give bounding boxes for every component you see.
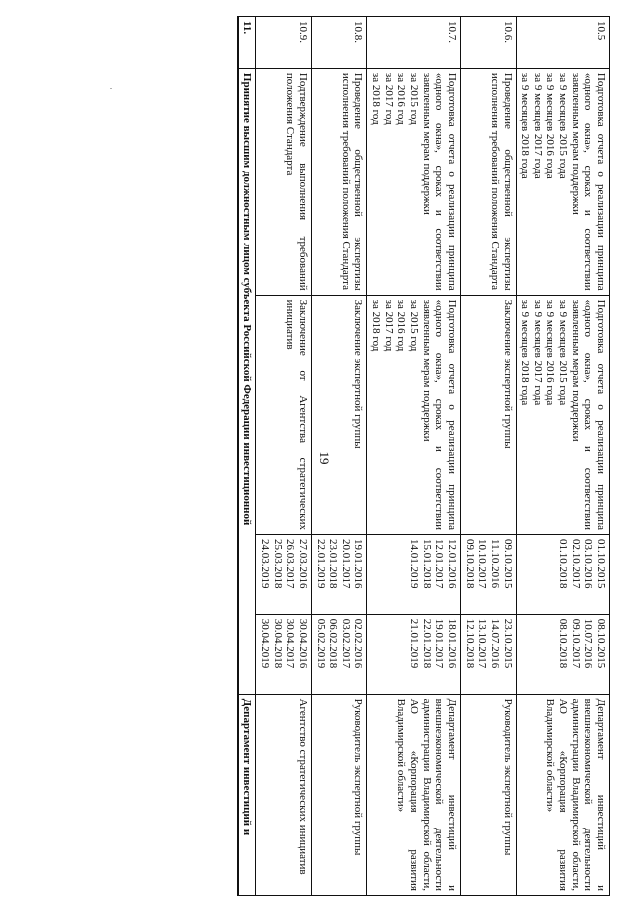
action-cell-line: за 9 месяцев 2017 года xyxy=(531,72,544,179)
end-dates-cell-line: 22.01.2018 xyxy=(420,618,433,669)
start-dates-cell-line: 24.03.2019 xyxy=(258,539,271,589)
responsible-cell: Департамент инвестиций и xyxy=(238,694,256,895)
table-row xyxy=(256,17,312,896)
end-dates-cell-line: 10.07.2016 xyxy=(582,618,595,669)
action-cell xyxy=(311,68,367,295)
end-dates-cell-line: 08.10.2018 xyxy=(557,618,570,669)
result-cell-line: Заключение экспертной группы xyxy=(501,299,514,449)
result-cell-line: за 9 месяцев 2015 года xyxy=(557,299,570,406)
row-number: 10.9. xyxy=(256,17,312,69)
action-cell-line: Подтверждение выполнения требований положения Стандарта xyxy=(284,72,309,291)
result-cell-line: за 2015 год xyxy=(408,299,421,352)
start-dates-cell xyxy=(460,535,516,615)
end-dates-cell xyxy=(516,614,609,694)
rotated-table-container xyxy=(60,16,610,896)
start-dates-cell xyxy=(256,535,312,615)
result-cell-line: Подготовка отчета о реализации принципа «одного окна», сроках и соответствии заявленным мерам поддержки xyxy=(569,299,607,530)
start-dates-cell-line: 23.01.2018 xyxy=(327,539,340,589)
start-dates-cell-line: 02.10.2017 xyxy=(569,539,582,589)
responsible-cell: Руководитель экспертной группы xyxy=(311,694,367,895)
action-cell-line: за 9 месяцев 2018 года xyxy=(519,72,532,179)
end-dates-cell xyxy=(256,614,312,694)
end-dates-cell-line: 30.04.2017 xyxy=(284,618,297,669)
end-dates-cell-line: 12.10.2018 xyxy=(463,618,476,669)
start-dates-cell-line: 09.10.2018 xyxy=(463,539,476,589)
action-cell xyxy=(460,68,516,295)
result-cell-line: за 2016 год xyxy=(395,299,408,352)
start-dates-cell-line: 19.01.2016 xyxy=(352,539,365,589)
start-dates-cell-line: 14.01.2019 xyxy=(408,539,421,589)
table-row xyxy=(367,17,460,896)
action-cell xyxy=(367,68,460,295)
start-dates-cell-line: 10.10.2017 xyxy=(476,539,489,589)
responsible-cell: Департамент инвестиций и внешнеэкономической деятельности администрации Владимирской области, АО «Корпорация развития Владимирской области» xyxy=(367,694,460,895)
end-dates-cell-line: 30.04.2019 xyxy=(258,618,271,669)
result-cell-line: за 2017 год xyxy=(382,299,395,352)
start-dates-cell-line: 12.01.2017 xyxy=(433,539,446,589)
end-dates-cell-line: 05.02.2019 xyxy=(314,618,327,669)
table-row xyxy=(311,17,367,896)
action-cell-line: за 9 месяцев 2015 года xyxy=(557,72,570,179)
start-dates-cell xyxy=(311,535,367,615)
table-body xyxy=(238,17,610,896)
start-dates-cell-line: 01.10.2018 xyxy=(557,539,570,589)
action-cell-line: Подготовка отчета о реализации принципа «одного окна», сроках и соответствии заявленным мерам поддержки xyxy=(420,72,458,291)
row-number: 10.6. xyxy=(460,17,516,69)
result-cell-line: за 9 месяцев 2017 года xyxy=(531,299,544,406)
result-cell-line: за 2018 год xyxy=(370,299,383,352)
action-cell-line: за 2017 год xyxy=(382,72,395,125)
end-dates-cell-line: 13.10.2017 xyxy=(476,618,489,669)
start-dates-cell-line: 11.10.2016 xyxy=(488,539,501,589)
action-cell xyxy=(516,68,609,295)
start-dates-cell xyxy=(516,535,609,615)
end-dates-cell-line: 09.10.2017 xyxy=(569,618,582,669)
end-dates-cell-line: 03.02.2017 xyxy=(339,618,352,669)
table-row xyxy=(460,17,516,896)
row-number: 10.7. xyxy=(367,17,460,69)
action-cell-line: Подготовка отчета о реализации принципа «одного окна», сроках и соответствии заявленным мерам поддержки xyxy=(569,72,607,291)
start-dates-cell-line: 22.01.2019 xyxy=(314,539,327,589)
end-dates-cell-line: 18.01.2016 xyxy=(445,618,458,669)
responsible-cell: Агентство стратегических инициатив xyxy=(256,694,312,895)
end-dates-cell xyxy=(311,614,367,694)
result-cell-line: Подготовка отчета о реализации принципа «одного окна», сроках и соответствии заявленным мерам поддержки xyxy=(420,299,458,530)
end-dates-cell-line: 30.04.2016 xyxy=(296,618,309,669)
result-cell-line: Заключение экспертной группы xyxy=(352,299,365,449)
action-cell-line: Проведение общественной экспертизы исполнения требований положения Стандарта xyxy=(488,72,514,291)
start-dates-cell-line: 12.01.2016 xyxy=(445,539,458,589)
start-dates-cell-line: 27.03.2016 xyxy=(296,539,309,589)
table-row xyxy=(516,17,609,896)
result-cell-line: за 9 месяцев 2018 года xyxy=(519,299,532,406)
end-dates-cell-line: 02.02.2016 xyxy=(352,618,365,669)
action-cell-line: Проведение общественной экспертизы исполнения требований положения Стандарта xyxy=(339,72,365,291)
action-cell-line: за 2015 год xyxy=(408,72,421,125)
row-number: 11. xyxy=(238,17,256,69)
action-cell-line: за 9 месяцев 2016 года xyxy=(544,72,557,179)
row-number: 10.5 xyxy=(516,17,609,69)
start-dates-cell-line: 03.10.2016 xyxy=(582,539,595,589)
result-cell xyxy=(516,295,609,534)
end-dates-cell-line: 19.01.2017 xyxy=(433,618,446,669)
start-dates-cell-line: 01.10.2015 xyxy=(595,539,607,589)
result-cell xyxy=(367,295,460,534)
schedule-table xyxy=(237,16,610,896)
end-dates-cell xyxy=(460,614,516,694)
page-number: 19 xyxy=(317,451,332,465)
end-dates-cell-line: 23.10.2015 xyxy=(501,618,514,669)
result-cell xyxy=(460,295,516,534)
responsible-cell: Департамент инвестиций и внешнеэкономической деятельности администрации Владимирской области, АО «Корпорация развития Владимирской области» xyxy=(516,694,609,895)
end-dates-cell xyxy=(367,614,460,694)
end-dates-cell-line: 06.02.2018 xyxy=(327,618,340,669)
action-cell-line: за 2016 год xyxy=(395,72,408,125)
row-number: 10.8. xyxy=(311,17,367,69)
table-row-last xyxy=(238,17,256,896)
result-cell xyxy=(311,295,367,534)
action-cell-line: за 2018 год xyxy=(370,72,383,125)
start-dates-cell-line: 09.10.2015 xyxy=(501,539,514,589)
end-dates-cell-line: 30.04.2018 xyxy=(271,618,284,669)
start-dates-cell xyxy=(367,535,460,615)
responsible-cell: Руководитель экспертной группы xyxy=(460,694,516,895)
end-dates-cell-line: 08.10.2015 xyxy=(595,618,607,669)
start-dates-cell-line: 26.03.2017 xyxy=(284,539,297,589)
result-cell xyxy=(256,295,312,534)
merged-text-cell: Принятие высшим должностным лицом субъекта Российской Федерации инвестиционной xyxy=(238,68,256,694)
result-cell-line: за 9 месяцев 2016 года xyxy=(544,299,557,406)
end-dates-cell-line: 14.07.2016 xyxy=(488,618,501,669)
start-dates-cell-line: 20.01.2017 xyxy=(339,539,352,589)
end-dates-cell-line: 21.01.2019 xyxy=(408,618,421,669)
result-cell-line: Заключение от Агентства стратегических инициатив xyxy=(284,299,309,530)
start-dates-cell-line: 25.03.2018 xyxy=(271,539,284,589)
action-cell xyxy=(256,68,312,295)
start-dates-cell-line: 15.01.2018 xyxy=(420,539,433,589)
scan-speck: . xyxy=(110,82,112,91)
